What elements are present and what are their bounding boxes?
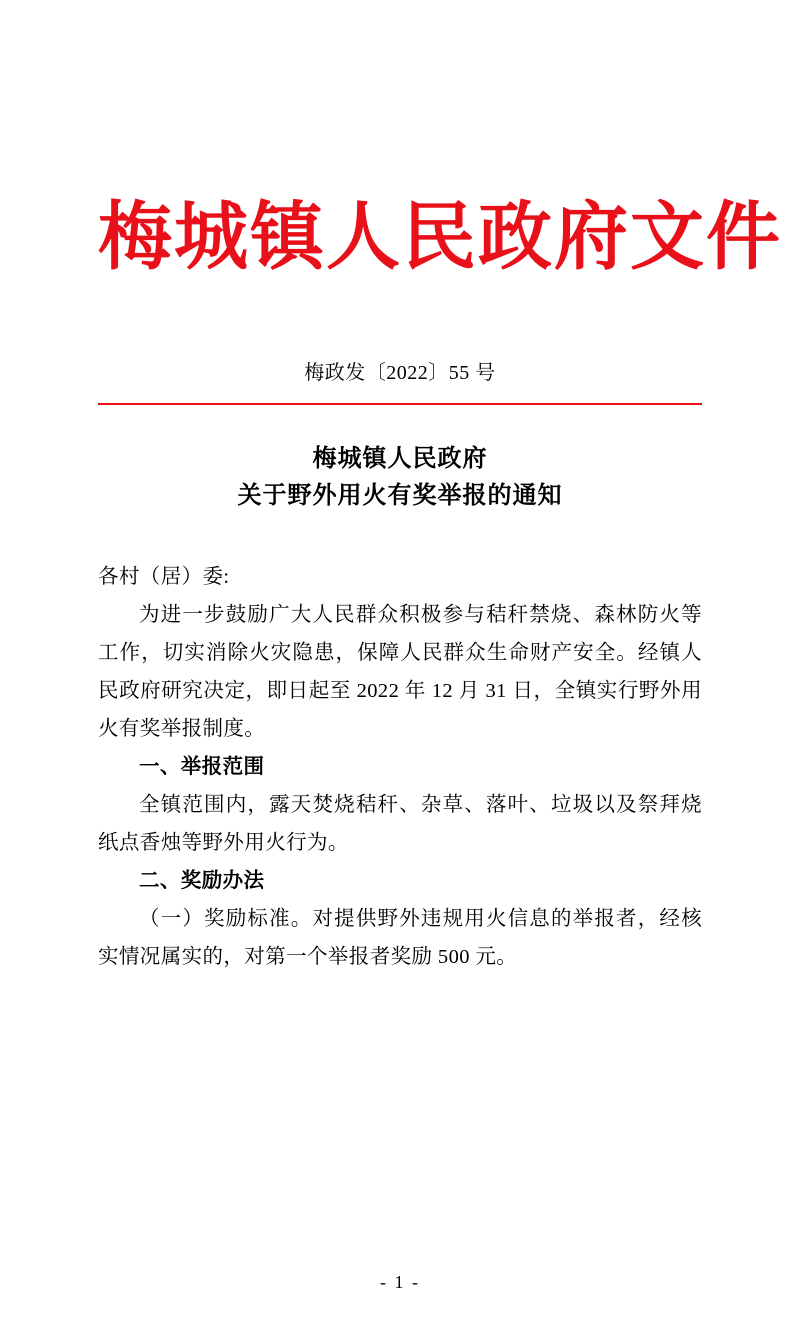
document-title-line-2: 关于野外用火有奖举报的通知 [237,483,563,510]
document-masthead-title: 梅城镇人民政府文件 [98,194,782,280]
section-1-heading: 一、举报范围 [139,755,265,778]
document-title-block [98,441,702,515]
document-body [98,559,702,976]
section-1-body: 全镇范围内，露天焚烧秸秆、杂草、落叶、垃圾以及祭拜烧纸点香烛等野外用火行为。 [98,793,702,854]
section-2-body: （一）奖励标准。对提供野外违规用火信息的举报者，经核实情况属实的，对第一个举报者奖励 500 元。 [98,907,702,968]
salutation: 各村（居）委: [98,566,230,589]
document-title-line-1: 梅城镇人民政府 [312,446,488,472]
document-number: 梅政发〔2022〕55 号 [304,362,496,384]
intro-paragraph: 为进一步鼓励广大人民群众积极参与秸秆禁烧、森林防火等工作，切实消除火灾隐患，保障人民群众生命财产安全。经镇人民政府研究决定，即日起至 2022 年 12 月 31 日，全镇实行野外用火有奖举报制度。 [98,604,702,741]
page-number-footer: - 1 - [380,1272,420,1292]
red-divider-line [98,403,702,405]
document-page [0,194,800,1331]
section-2-heading: 二、奖励办法 [139,869,265,892]
